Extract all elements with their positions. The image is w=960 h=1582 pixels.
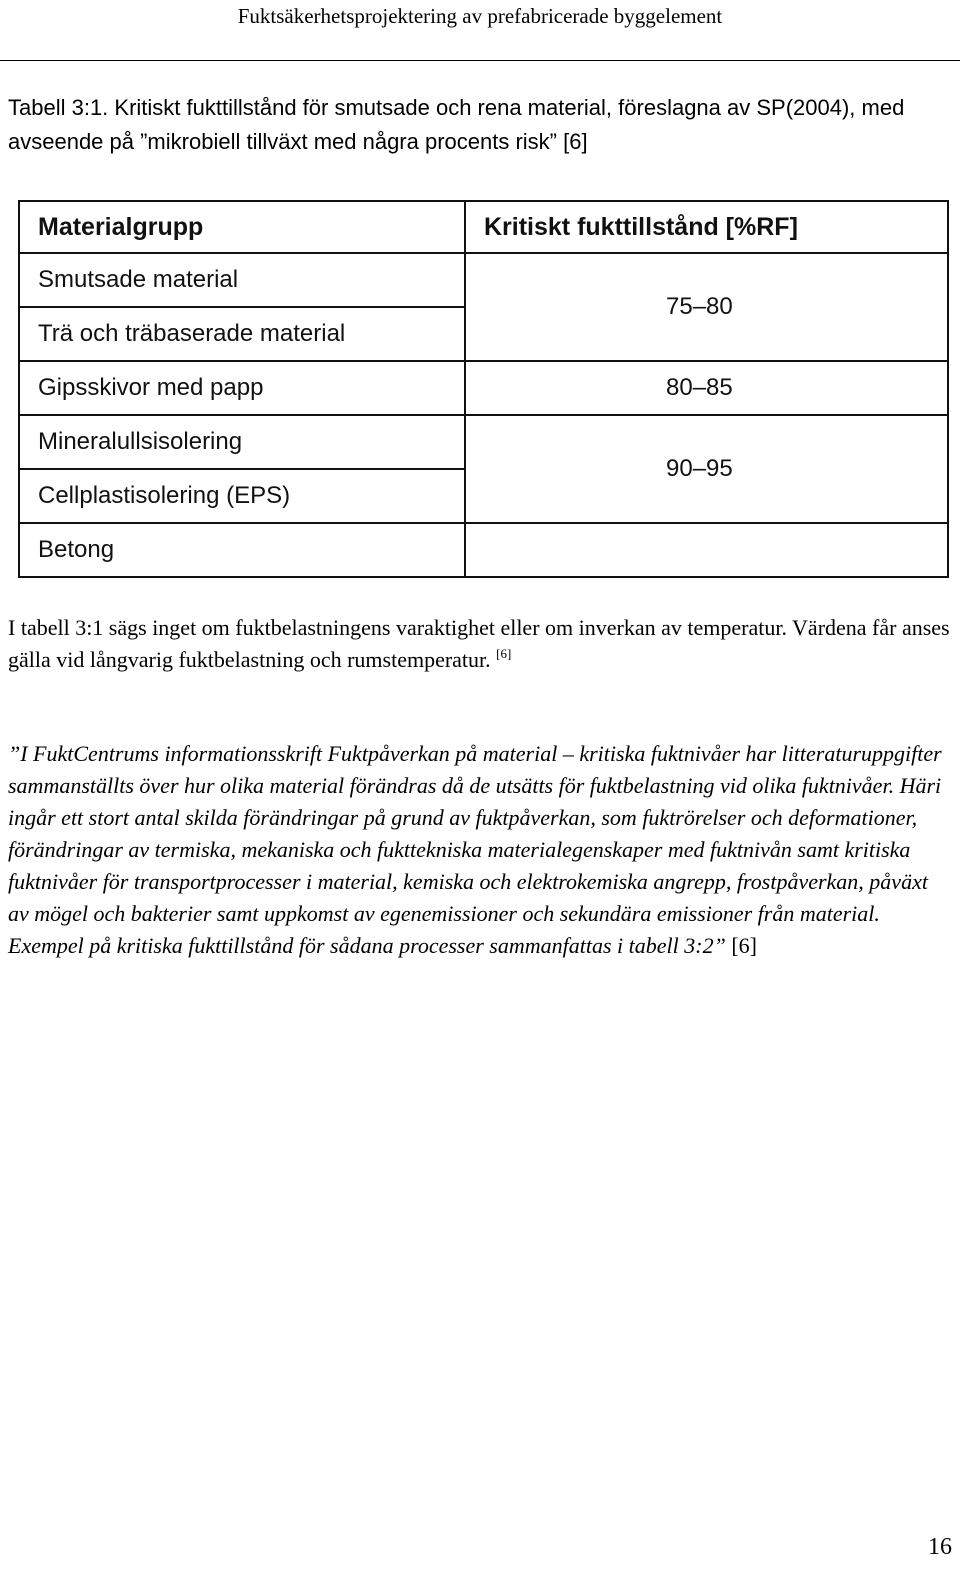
material-cell: Smutsade material: [19, 253, 465, 307]
table-row: [19, 523, 948, 577]
paragraph-text: I tabell 3:1 sägs inget om fuktbelastningens varaktighet eller om inverkan av temperatur. Värdena får anses gälla vid långvarig fuktbelastning och rumstemperatur.: [8, 615, 950, 672]
critical-moisture-table: [18, 200, 949, 578]
table-row: [19, 253, 948, 307]
table-row: [19, 361, 948, 415]
table-row: [19, 415, 948, 469]
column-header-critical-rh: Kritiskt fukttillstånd [%RF]: [465, 201, 948, 253]
column-header-material: Materialgrupp: [19, 201, 465, 253]
table-caption: Tabell 3:1. Kritiskt fukttillstånd för smutsade och rena material, föreslagna av SP(2004), med avseende på ”mikrobiell tillväxt med några procents risk” [6]: [8, 95, 905, 154]
header-rule: [0, 60, 960, 61]
value-cell: 80–85: [465, 361, 948, 415]
material-cell: Trä och träbaserade material: [19, 307, 465, 361]
page-number: 16: [928, 1534, 952, 1560]
material-cell: Mineralullsisolering: [19, 415, 465, 469]
value-cell: [465, 523, 948, 577]
reference-marker: [6]: [731, 933, 757, 958]
reference-marker: [6]: [496, 646, 512, 661]
material-cell: Gipsskivor med papp: [19, 361, 465, 415]
quote-paragraph: [8, 738, 953, 962]
value-cell: 90–95: [465, 415, 948, 523]
material-cell: Betong: [19, 523, 465, 577]
body-paragraph: [8, 612, 953, 676]
running-header: Fuktsäkerhetsprojektering av prefabricerade byggelement: [237, 4, 723, 28]
value-cell: 75–80: [465, 253, 948, 361]
material-cell: Cellplastisolering (EPS): [19, 469, 465, 523]
quote-text: ”I FuktCentrums informationsskrift Fuktpåverkan på material – kritiska fuktnivåer har litteraturuppgifter sammanställts över hur olika material förändras då de utsätts för fuktbelastning vid olika fuktnivåer. Häri ingår ett stort antal skilda förändringar på grund av fuktpåverkan, som fuktrörelser och deformationer, förändringar av termiska, mekaniska och fukttekniska materialegenskaper med fuktnivån samt kritiska fuktnivåer för transportprocesser i material, kemiska och elektrokemiska angrepp, frostpåverkan, påväxt av mögel och bakterier samt uppkomst av egenemissioner och sekundära emissioner från material. Exempel på kritiska fukttillstånd för sådana processer sammanfattas i tabell 3:2”: [8, 741, 942, 958]
table-header-row: [19, 201, 948, 253]
